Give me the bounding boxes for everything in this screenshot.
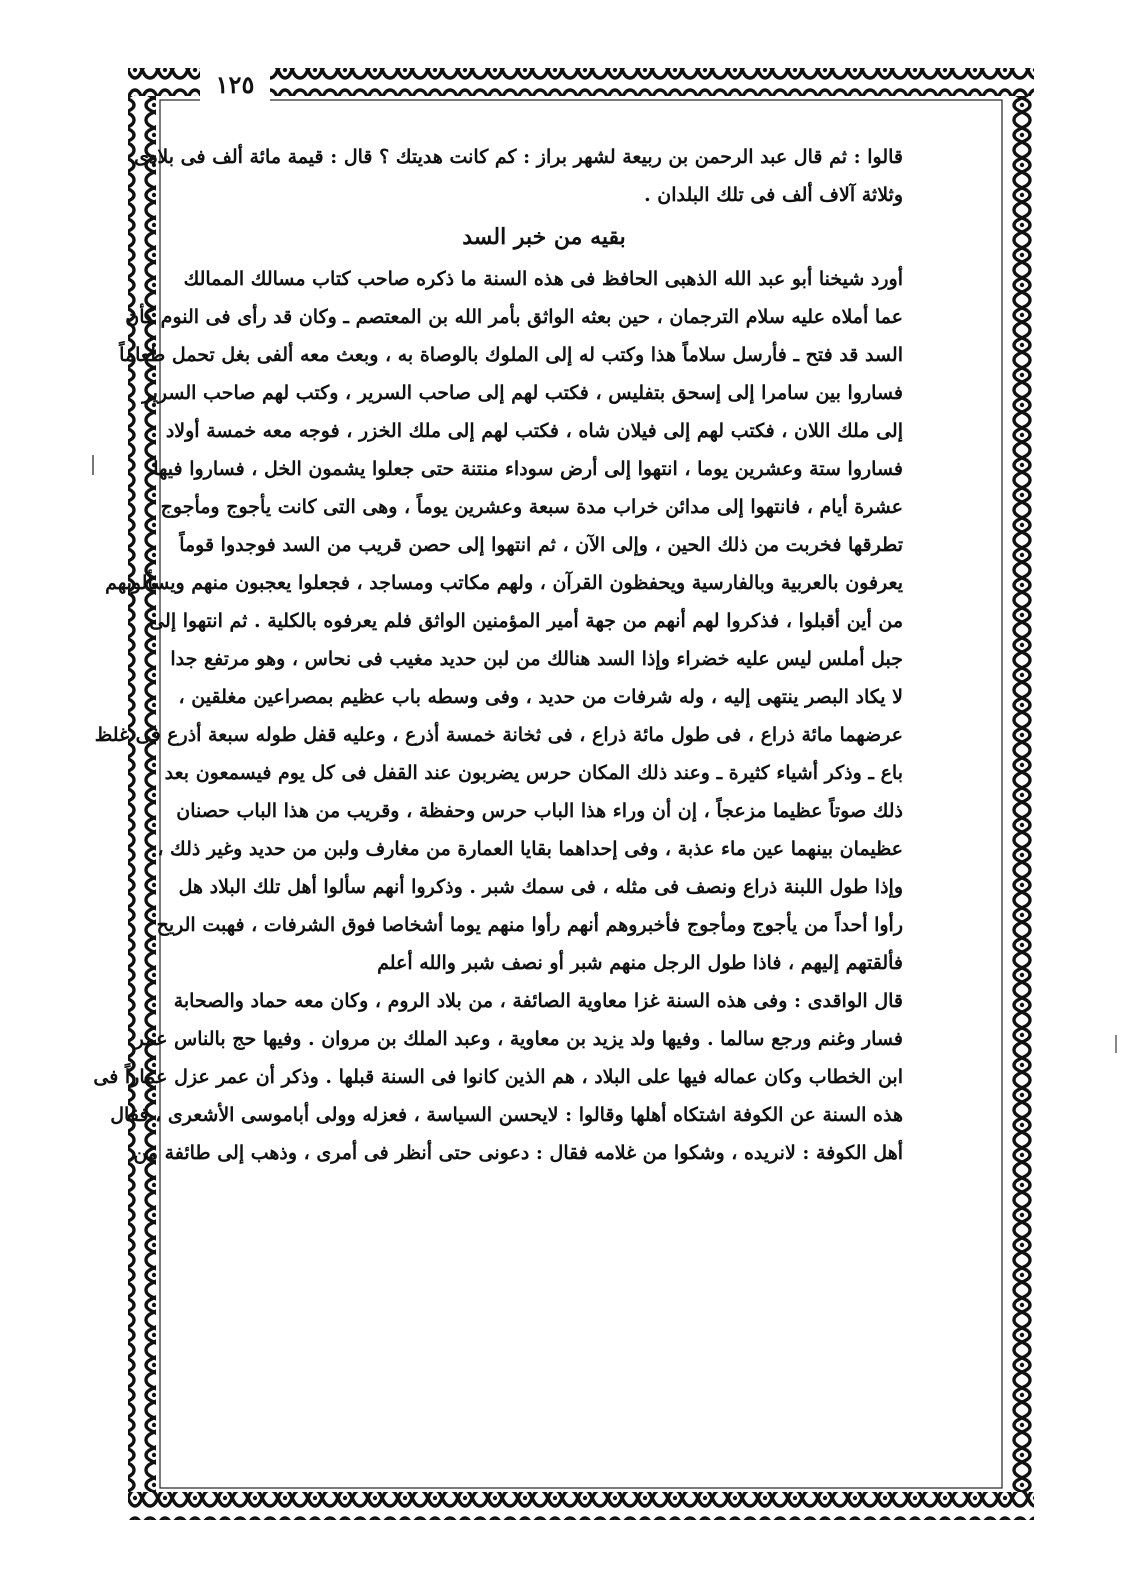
- text-line: قالوا : ثم قال عبد الرحمن بن ربيعة لشهر براز : كم كانت هديتك ؟ قال : قيمة مائة ألف فى بلادى: [134, 146, 903, 168]
- scan-mark: [1115, 1035, 1117, 1053]
- text-line: عظيمان بينهما عين ماء عذبة ، وفى إحداهما بقايا العمارة من مغارف ولبن من حديد وغير ذلك ،: [157, 838, 903, 860]
- section-paragraph: [94, 260, 903, 982]
- text-line: عرضهما مائة ذراع ، فى طول مائة ذراع ، فى ثخانة خمسة أذرع ، وعليه قفل طوله سبعة أذرع فى غلظ: [94, 724, 903, 746]
- text-line: وثلاثة آلاف ألف فى تلك البلدان .: [644, 184, 903, 206]
- text-line: من أين أقبلوا ، فذكروا لهم أنهم من جهة أمير المؤمنين الواثق فلم يعرفوه بالكلية . ثم انتهوا إلى: [149, 610, 903, 632]
- text-line: عما أملاه عليه سلام الترجمان ، حين بعثه الواثق بأمر الله بن المعتصم ـ وكان قد رأى فى النوم كأن: [125, 306, 903, 328]
- text-line: تطرقها فخربت من ذلك الحين ، وإلى الآن ، ثم انتهوا إلى حصن قريب من السد فوجدوا قوماً: [179, 534, 903, 556]
- text-line: فألقتهم إليهم ، فاذا طول الرجل منهم شبر أو نصف شبر والله أعلم: [377, 952, 903, 974]
- scan-mark: [92, 455, 94, 475]
- text-line: جبل أملس ليس عليه خضراء وإذا السد هنالك من لبن حديد مغيب فى نحاس ، وهو مرتفع جدا: [170, 648, 903, 670]
- section-heading: بقيه من خبر السد: [462, 224, 626, 250]
- text-line: السد قد فتح ـ فأرسل سلاماً هذا وكتب له إلى الملوك بالوصاة به ، وبعث معه ألفى بغل تحمل طعاماً: [119, 344, 903, 366]
- text-line: أورد شيخنا أبو عبد الله الذهبى الحافظ فى هذه السنة ما ذكره صاحب كتاب مسالك الممالك: [183, 268, 903, 290]
- intro-paragraph: [134, 138, 903, 214]
- text-line: لا يكاد البصر ينتهى إليه ، وله شرفات من حديد ، وفى وسطه باب عظيم بمصراعين مغلقين ،: [178, 686, 903, 708]
- page-body: [93, 138, 903, 1172]
- border-right: [1006, 96, 1034, 1492]
- text-line: أهل الكوفة : لانريده ، وشكوا من غلامه فقال : دعونى حتى أنظر فى أمرى ، وذهب إلى طائفة من: [133, 1142, 903, 1164]
- text-line: فسار وغنم ورجع سالما . وفيها ولد يزيد بن معاوية ، وعبد الملك بن مروان . وفيها حج بالناس عمر: [134, 1028, 903, 1050]
- text-line: عشرة أيام ، فانتهوا إلى مدائن خراب مدة سبعة وعشرين يوماً ، وهى التى كانت يأجوج ومأجوج: [160, 496, 903, 518]
- border-bottom: [128, 1492, 1034, 1520]
- text-line: قال الواقدى : وفى هذه السنة غزا معاوية الصائفة ، من بلاد الروم ، وكان معه حماد والصحابة: [173, 990, 903, 1012]
- text-line: رأوا أحداً من يأجوج ومأجوج فأخبروهم أنهم رأوا منهم يوما أشخاصا فوق الشرفات ، فهبت الريح: [156, 914, 903, 936]
- text-line: فساروا ستة وعشرين يوما ، انتهوا إلى أرض سوداء منتنة حتى جعلوا يشمون الخل ، فساروا فيها: [153, 458, 903, 480]
- text-line: هذه السنة عن الكوفة اشتكاه أهلها وقالوا : لايحسن السياسة ، فعزله وولى أباموسى الأشعرى ، فقال: [110, 1104, 903, 1126]
- text-line: ابن الخطاب وكان عماله فيها على البلاد ، هم الذين كانوا فى السنة قبلها . وذكر أن عمر عزل عماراً فى: [93, 1066, 903, 1088]
- text-line: ذلك صوتاً عظيما مزعجاً ، إن أن وراء هذا الباب حرس وحفظة ، وقريب من هذا الباب حصنان: [176, 800, 903, 822]
- text-line: فساروا بين سامرا إلى إسحق بتفليس ، فكتب لهم إلى صاحب السرير ، وكتب لهم صاحب السرير: [142, 382, 903, 404]
- text-line: إلى ملك اللان ، فكتب لهم إلى فيلان شاه ، فكتب لهم إلى ملك الخزر ، فوجه معه خمسة أولاد: [165, 420, 903, 442]
- text-line: باع ـ وذكر أشياء كثيرة ـ وعند ذلك المكان حرس يضربون عند القفل فى كل يوم فيسمعون بعد: [164, 762, 903, 784]
- closing-paragraph: [93, 982, 903, 1172]
- page-number: ١٢٥: [200, 68, 270, 102]
- text-line: يعرفون بالعربية وبالفارسية ويحفظون القرآن ، ولهم مكاتب ومساجد ، فجعلوا يعجبون منهم ويسألونهم: [105, 572, 903, 594]
- text-line: وإذا طول اللبنة ذراع ونصف فى مثله ، فى سمك شبر . وذكروا أنهم سألوا أهل تلك البلاد هل: [178, 876, 903, 898]
